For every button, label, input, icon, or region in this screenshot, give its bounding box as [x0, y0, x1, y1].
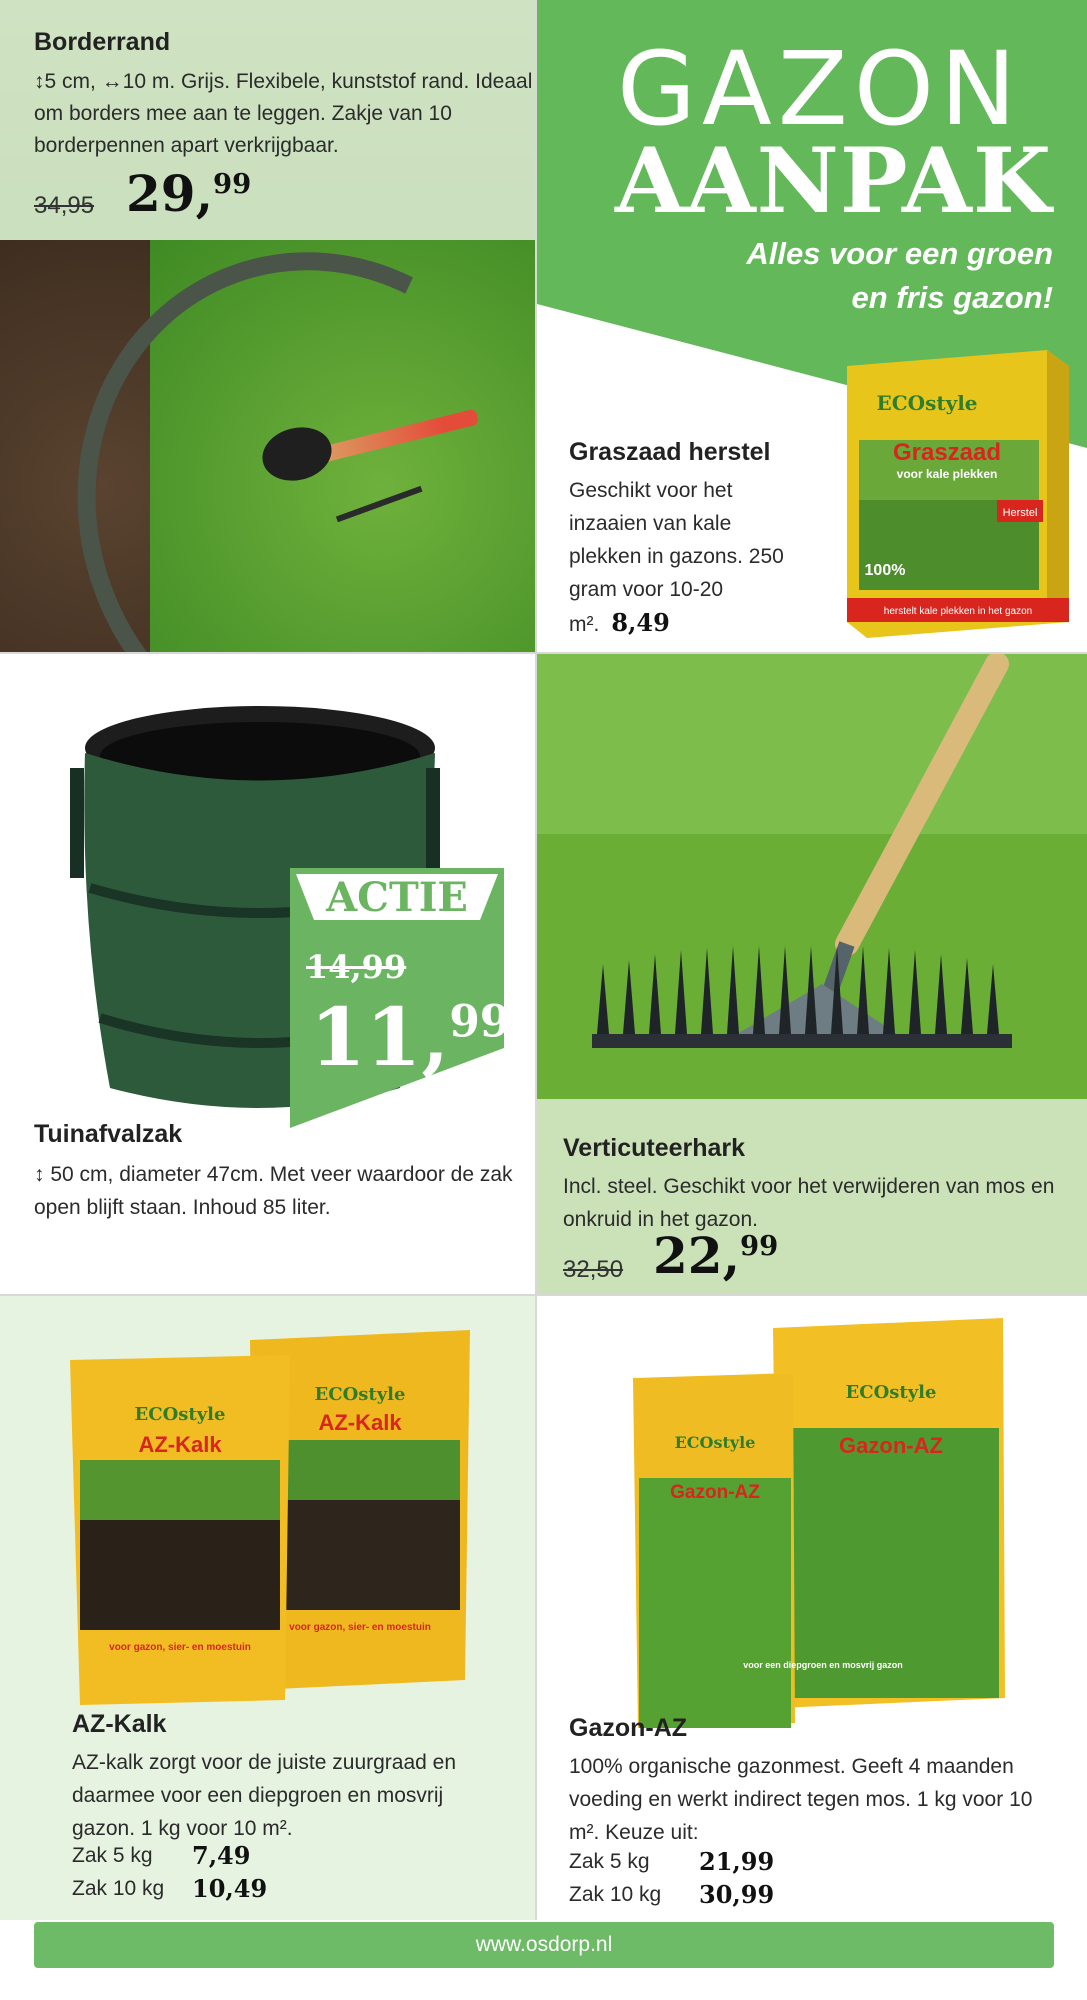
- price-row: [72, 1874, 268, 1903]
- svg-text:ECOstyle: ECOstyle: [845, 1382, 937, 1403]
- price-row-label: Zak 10 kg: [72, 1877, 165, 1900]
- product-tuinafvalzak: [0, 654, 535, 1294]
- product-description: [569, 474, 809, 641]
- svg-text:AZ-Kalk: AZ-Kalk: [138, 1432, 222, 1457]
- product-verticuteerhark: [537, 654, 1087, 1294]
- price: [126, 164, 251, 223]
- gazon-az-bags-image: [633, 1318, 1013, 1728]
- svg-text:ECOstyle: ECOstyle: [314, 1384, 406, 1405]
- product-description: ↕ 50 cm, diameter 47cm. Met veer waardoor de zak open blijft staan. Inhoud 85 liter.: [34, 1163, 513, 1219]
- tagline-line-2: en fris gazon!: [851, 280, 1053, 315]
- product-description: 100% organische gazonmest. Geeft 4 maanden voeding en werkt indirect tegen mos. 1 kg voor 10 m². Keuze uit:: [569, 1755, 1033, 1844]
- svg-text:ECOstyle: ECOstyle: [876, 391, 978, 415]
- price-row-value: 21,99: [699, 1847, 775, 1876]
- product-az-kalk: [0, 1296, 535, 1920]
- description-text: Geschikt voor het inzaaien van kale plekken in gazons. 250 gram voor 10-20 m².: [569, 479, 784, 636]
- price-main: 11,: [310, 990, 450, 1084]
- price: [310, 990, 510, 1084]
- product-title: Verticuteerhark: [563, 1134, 746, 1162]
- graszaad-box-image: [847, 350, 1069, 638]
- product-description: AZ-kalk zorgt voor de juiste zuurgraad en daarmee voor een diepgroen en mosvrij gazon. 1 kg voor 10 m².: [72, 1751, 457, 1840]
- product-borderrand: [0, 0, 535, 652]
- price-row-label: Zak 10 kg: [569, 1883, 662, 1906]
- product-gazon-az: [537, 1296, 1087, 1920]
- svg-text:Graszaad: Graszaad: [892, 439, 1002, 466]
- price-main: 29,: [126, 164, 213, 223]
- old-price: 32,50: [563, 1256, 624, 1283]
- price: 8,49: [611, 608, 670, 637]
- price-row-label: Zak 5 kg: [72, 1844, 153, 1867]
- price: [653, 1226, 778, 1285]
- headline-aanpak: AANPAK: [615, 128, 1053, 234]
- tagline-line-1: Alles voor een groen: [746, 236, 1053, 271]
- price-row: [569, 1847, 775, 1876]
- headline-gazon: GAZON: [617, 30, 1023, 149]
- price-cents: 99: [213, 168, 252, 201]
- svg-text:voor gazon, sier- en moestuin: voor gazon, sier- en moestuin: [289, 1622, 431, 1633]
- svg-text:ECOstyle: ECOstyle: [674, 1433, 756, 1452]
- product-description: ↕5 cm, ↔10 m. Grijs. Flexibele, kunststof rand. Ideaal om borders mee aan te leggen. Zakje van 10 borderpennen apart verkrijgbaar.: [34, 70, 533, 157]
- price-row-value: 10,49: [192, 1874, 268, 1903]
- svg-text:ECOstyle: ECOstyle: [134, 1404, 226, 1425]
- price-cents: 99: [740, 1230, 779, 1263]
- price-row: [569, 1880, 775, 1909]
- actie-label: ACTIE: [326, 874, 468, 921]
- svg-text:AZ-Kalk: AZ-Kalk: [318, 1410, 402, 1435]
- product-title: Graszaad herstel: [569, 438, 771, 466]
- old-price: 14,99: [306, 948, 407, 986]
- tagline: [746, 232, 1053, 320]
- price-cents: 99: [449, 996, 511, 1048]
- svg-text:herstelt kale plekken in het g: herstelt kale plekken in het gazon: [883, 606, 1033, 617]
- product-title: Gazon-AZ: [569, 1714, 688, 1742]
- product-title: AZ-Kalk: [72, 1710, 167, 1738]
- product-title: Borderrand: [34, 28, 171, 56]
- header-gazon-aanpak: [537, 0, 1087, 652]
- svg-text:Gazon-AZ: Gazon-AZ: [839, 1433, 943, 1458]
- product-description: Incl. steel. Geschikt voor het verwijderen van mos en onkruid in het gazon.: [563, 1175, 1055, 1231]
- grid-divider-horizontal: [0, 1294, 1087, 1296]
- svg-text:voor kale plekken: voor kale plekken: [896, 467, 998, 481]
- svg-text:Gazon-AZ: Gazon-AZ: [670, 1482, 760, 1503]
- price-row-value: 30,99: [699, 1880, 775, 1909]
- product-title: Tuinafvalzak: [34, 1120, 183, 1148]
- price-row-value: 7,49: [192, 1841, 251, 1870]
- svg-text:100%: 100%: [864, 562, 906, 579]
- svg-text:voor een diepgroen en mosvrij: voor een diepgroen en mosvrij gazon: [743, 1660, 903, 1670]
- old-price: 34,95: [34, 192, 95, 219]
- svg-text:voor gazon, sier- en moestuin: voor gazon, sier- en moestuin: [109, 1642, 251, 1653]
- svg-text:Herstel: Herstel: [1002, 507, 1038, 519]
- website-link[interactable]: www.osdorp.nl: [34, 1922, 1054, 1968]
- price-row: [72, 1841, 251, 1870]
- az-kalk-bags-image: [70, 1330, 490, 1710]
- price-main: 22,: [653, 1226, 740, 1285]
- grid-divider-horizontal: [0, 652, 1087, 654]
- grid-divider-vertical: [535, 0, 537, 1920]
- price-row-label: Zak 5 kg: [569, 1850, 650, 1873]
